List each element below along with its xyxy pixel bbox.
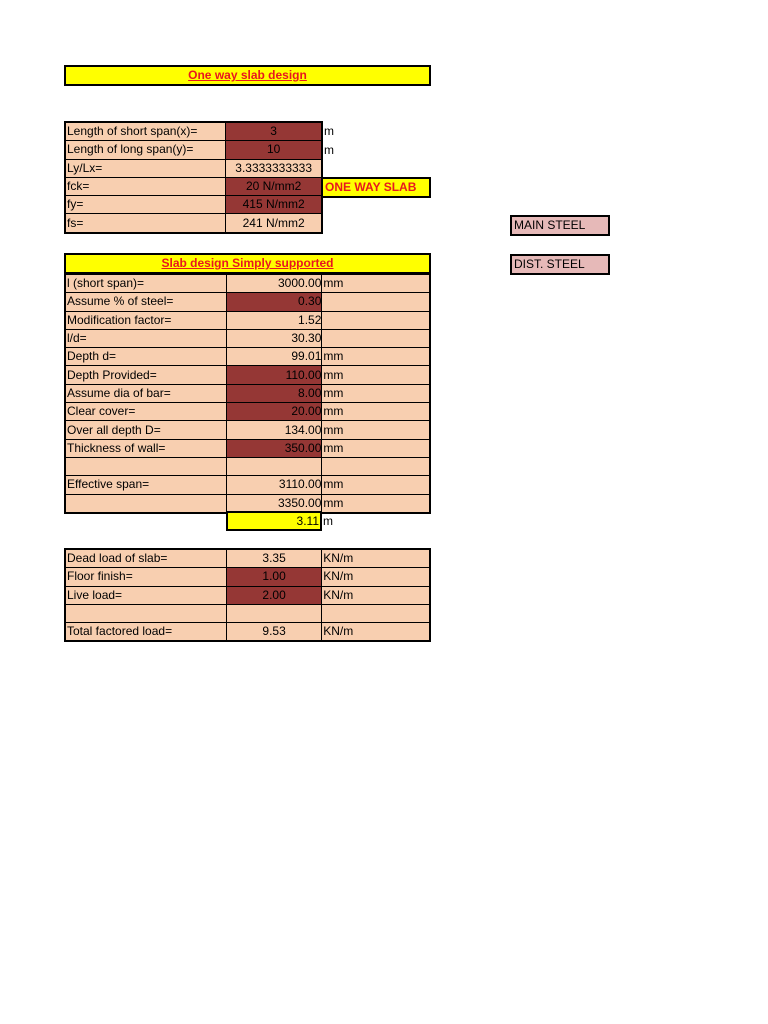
slab-label: Thickness of wall= <box>65 439 226 457</box>
slab-value[interactable]: 20.00 <box>226 403 321 421</box>
slab-unit <box>322 329 430 347</box>
input-label: Length of long span(y)= <box>65 141 226 159</box>
slab-unit <box>322 293 430 311</box>
slab-design-table <box>64 273 431 514</box>
effective-span-result-unit: m <box>323 514 333 528</box>
slab-value <box>226 457 321 475</box>
slab-row <box>65 384 430 402</box>
effective-span-result-value: 3.11 <box>296 514 319 528</box>
input-unit: m <box>324 124 334 138</box>
slab-value[interactable]: 110.00 <box>226 366 321 384</box>
slab-unit: mm <box>322 421 430 439</box>
slab-value: 99.01 <box>226 348 321 366</box>
load-label: Live load= <box>65 586 226 604</box>
slab-row <box>65 421 430 439</box>
load-label: Total factored load= <box>65 623 226 642</box>
slab-unit: mm <box>322 439 430 457</box>
input-value[interactable]: 10 <box>226 141 322 159</box>
load-unit: KN/m <box>322 549 430 568</box>
load-unit: KN/m <box>322 568 430 586</box>
slab-label: l (short span)= <box>65 274 226 293</box>
input-value: 3.3333333333 <box>226 159 322 177</box>
load-label: Floor finish= <box>65 568 226 586</box>
one-way-slab-badge: ONE WAY SLAB <box>321 177 431 198</box>
load-value <box>226 604 321 622</box>
slab-label: l/d= <box>65 329 226 347</box>
input-label: fs= <box>65 214 226 233</box>
load-row <box>65 623 430 642</box>
load-label: Dead load of slab= <box>65 549 226 568</box>
load-row <box>65 568 430 586</box>
input-row <box>65 141 322 159</box>
slab-unit: mm <box>322 403 430 421</box>
slab-unit <box>322 457 430 475</box>
inputs-table <box>64 121 323 234</box>
load-value: 3.35 <box>226 549 321 568</box>
input-row <box>65 177 322 195</box>
slab-value: 30.30 <box>226 329 321 347</box>
slab-unit: mm <box>322 384 430 402</box>
slab-row <box>65 403 430 421</box>
load-value[interactable]: 1.00 <box>226 568 321 586</box>
input-label: Ly/Lx= <box>65 159 226 177</box>
input-value[interactable]: 3 <box>226 122 322 141</box>
slab-row <box>65 348 430 366</box>
slab-value[interactable]: 0.30 <box>226 293 321 311</box>
slab-unit: mm <box>322 274 430 293</box>
slab-row <box>65 476 430 494</box>
slab-label: Effective span= <box>65 476 226 494</box>
load-value[interactable]: 2.00 <box>226 586 321 604</box>
input-row <box>65 122 322 141</box>
load-value: 9.53 <box>226 623 321 642</box>
slab-label: Over all depth D= <box>65 421 226 439</box>
slab-value: 3110.00 <box>226 476 321 494</box>
load-row <box>65 586 430 604</box>
load-row <box>65 604 430 622</box>
slab-unit: mm <box>322 476 430 494</box>
load-unit: KN/m <box>322 623 430 642</box>
slab-label: Depth Provided= <box>65 366 226 384</box>
input-label: fck= <box>65 177 226 195</box>
slab-label: Clear cover= <box>65 403 226 421</box>
input-value[interactable]: 415 N/mm2 <box>226 196 322 214</box>
main-steel-button[interactable]: MAIN STEEL <box>510 215 610 236</box>
slab-row <box>65 274 430 293</box>
slab-label: Assume dia of bar= <box>65 384 226 402</box>
load-unit <box>322 604 430 622</box>
input-row <box>65 159 322 177</box>
slab-row <box>65 311 430 329</box>
load-label <box>65 604 226 622</box>
input-label: fy= <box>65 196 226 214</box>
input-unit: m <box>324 143 334 157</box>
slab-row <box>65 329 430 347</box>
slab-title-bar <box>64 253 431 274</box>
slab-value[interactable]: 8.00 <box>226 384 321 402</box>
slab-row <box>65 439 430 457</box>
slab-label: Depth d= <box>65 348 226 366</box>
main-title-bar <box>64 65 431 86</box>
slab-unit <box>322 311 430 329</box>
slab-row <box>65 457 430 475</box>
input-label: Length of short span(x)= <box>65 122 226 141</box>
slab-value: 134.00 <box>226 421 321 439</box>
input-row <box>65 196 322 214</box>
slab-label <box>65 457 226 475</box>
slab-unit: mm <box>322 348 430 366</box>
input-row <box>65 214 322 233</box>
input-value[interactable]: 20 N/mm2 <box>226 177 322 195</box>
slab-value: 1.52 <box>226 311 321 329</box>
slab-title: Slab design Simply supported <box>161 256 334 270</box>
load-unit: KN/m <box>322 586 430 604</box>
slab-value[interactable]: 350.00 <box>226 439 321 457</box>
effective-span-result <box>226 511 322 531</box>
slab-label: Assume % of steel= <box>65 293 226 311</box>
main-title: One way slab design <box>188 68 307 82</box>
slab-label: Modification factor= <box>65 311 226 329</box>
slab-unit: mm <box>322 494 430 513</box>
slab-unit: mm <box>322 366 430 384</box>
slab-value: 3000.00 <box>226 274 321 293</box>
load-row <box>65 549 430 568</box>
slab-value: 3350.00 <box>226 494 321 513</box>
slab-row <box>65 293 430 311</box>
loads-table <box>64 548 431 642</box>
input-value: 241 N/mm2 <box>226 214 322 233</box>
slab-row <box>65 366 430 384</box>
dist-steel-button[interactable]: DIST. STEEL <box>510 254 610 275</box>
slab-label <box>65 494 226 513</box>
